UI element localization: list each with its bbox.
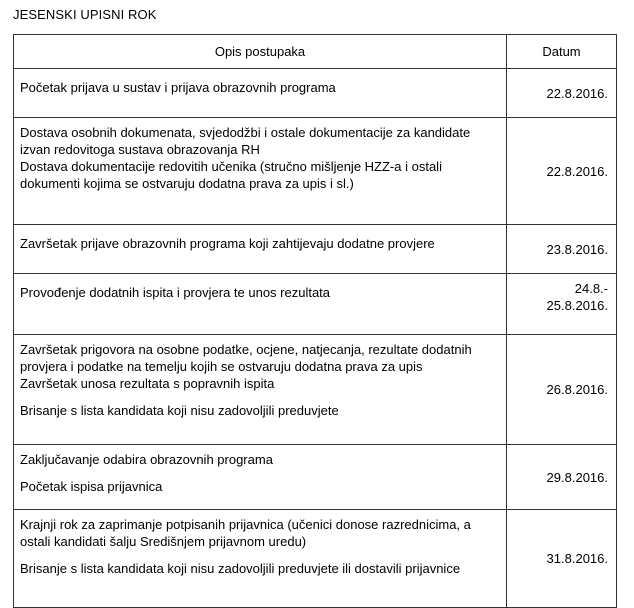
description-line: Dostava dokumentacije redovitih učenika (stručno mišljenje HZZ-a i ostali [20,159,442,174]
description-line: Završetak prijave obrazovnih programa koji zahtijevaju dodatne provjere [20,236,435,251]
description-line: izvan redovitoga sustava obrazovanja RH [20,142,260,157]
row-description [14,274,507,335]
row-date [507,445,617,510]
description-line: Početak prijava u sustav i prijava obrazovnih programa [20,80,336,95]
description-line: Krajnji rok za zaprimanje potpisanih prijavnica (učenici donose razrednicima, a [20,517,471,532]
description-line: dokumenti kojima se ostvaruju dodatna prava za upis i sl.) [20,176,354,191]
table-row [14,118,617,225]
table-header-row [14,35,617,69]
header-description: Opis postupaka [14,35,507,69]
description-line: Završetak unosa rezultata s popravnih ispita [20,376,275,391]
table-row [14,69,617,118]
description-line: ostali kandidati šalju Središnjem prijavnom uredu) [20,534,307,549]
row-date [507,69,617,118]
date-value: 24.8.- [574,281,608,296]
row-description [14,69,507,118]
row-description [14,118,507,225]
date-value: 25.8.2016. [546,298,608,313]
description-extra-line: Brisanje s lista kandidata koji nisu zadovoljili preduvjete [20,403,339,418]
date-value: 23.8.2016. [546,241,608,257]
row-description [14,510,507,608]
table-row [14,274,617,335]
header-date: Datum [507,35,617,69]
table-row [14,225,617,274]
row-description [14,335,507,445]
row-description [14,225,507,274]
description-line: provjera i podatke na temelju kojih se ostvaruju dodatna prava za upis [20,359,423,374]
description-line: Završetak prigovora na osobne podatke, ocjene, natjecanja, rezultate dodatnih [20,342,472,357]
row-date [507,335,617,445]
row-description [14,445,507,510]
date-value: 22.8.2016. [546,163,608,179]
description-line: Dostava osobnih dokumenata, svjedodžbi i ostale dokumentacije za kandidate [20,125,471,140]
date-value: 31.8.2016. [546,551,608,566]
row-date [507,510,617,608]
description-line: Provođenje dodatnih ispita i provjera te unos rezultata [20,285,331,300]
page-title: JESENSKI UPISNI ROK [13,7,157,22]
table-row [14,445,617,510]
table-row [14,510,617,608]
date-value: 22.8.2016. [546,85,608,101]
description-extra-line: Brisanje s lista kandidata koji nisu zadovoljili preduvjete ili dostavili prijavnice [20,561,461,576]
row-date [507,118,617,225]
table-row [14,335,617,445]
date-value: 29.8.2016. [546,469,608,485]
description-line: Zaključavanje odabira obrazovnih programa [20,452,273,467]
enrollment-schedule-table [13,34,617,608]
row-date [507,274,617,335]
description-extra-line: Početak ispisa prijavnica [20,479,163,494]
row-date [507,225,617,274]
date-value: 26.8.2016. [546,382,608,397]
